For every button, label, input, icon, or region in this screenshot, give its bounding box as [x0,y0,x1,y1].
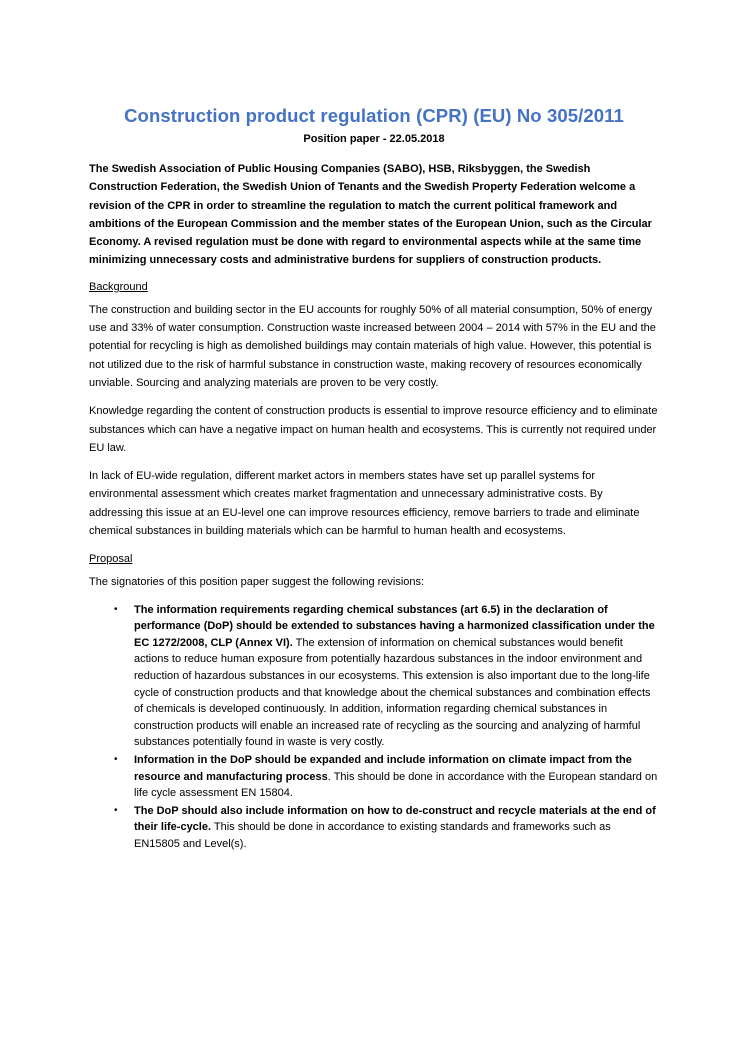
background-paragraph-3: In lack of EU-wide regulation, different market actors in members states have set up parallel systems for environmental assessment which creates market fragmentation and unnecessary administrative costs. By addressing this issue at an EU-level one can improve resources efficiency, remove barriers to trade and eliminate chemical substances in building materials which can be harmful to human health and ecosystems. [89,470,640,538]
revisions-list [89,602,659,853]
list-item [114,602,659,751]
list-item-text: . This should be done in accordance with the European standard on life cycle assessment EN 15804. [134,770,658,800]
list-item-bold: The DoP should also include information on how to de-construct and recycle materials at the end of their life-cycle. [134,804,656,834]
intro-paragraph: The Swedish Association of Public Housing Companies (SABO), HSB, Riksbyggen, the Swedish Construction Federation, the Swedish Union of Tenants and the Swedish Property Federation welcome a revision of the CPR in order to streamline the regulation to match the current political framework and ambitions of the European Commission and the member states of the European Union, such as the Circular Economy. A revised regulation must be done with regard to environmental aspects while at the same time minimizing unnecessary costs and administrative burdens for suppliers of construction products. [89,163,652,267]
proposal-lead: The signatories of this position paper suggest the following revisions: [89,576,425,589]
list-item-bold: The information requirements regarding chemical substances (art 6.5) in the declaration of performance (DoP) should be extended to substances having a harmonized classification under the EC 1272/2008, CLP (Annex VI). [134,603,655,649]
list-item [114,752,659,802]
document-title: Construction product regulation (CPR) (EU) No 305/2011 [124,105,624,126]
bullet-icon: • [114,753,118,765]
document-subtitle: Position paper - 22.05.2018 [303,133,445,145]
proposal-heading: Proposal [89,553,133,566]
background-paragraph-1: The construction and building sector in the EU accounts for roughly 50% of all material consumption, 50% of energy use and 33% of water consumption. Construction waste increased between 2004 – 2014 with 57% in the EU and the potential for recycling is high as demolished buildings may contain materials of high value. However, this potential is not utilized due to the risk of harmful substance in construction waste, making recovery of resources economically unviable. Sourcing and analyzing materials are proven to be very costly. [89,303,656,389]
document-page [89,104,659,854]
list-item-text: The extension of information on chemical substances would benefit actions to reduce human exposure from potentially hazardous substances in the indoor environment and reduction of hazardous substances in our ecosystems. This extension is also important due to the long-life cycle of construction products and that knowledge about the chemical substances and combination effects of chemicals is developed continuously. In addition, information regarding chemical substances in construction products will enable an increased rate of recycling as the sourcing and analyzing of harmful substances potentially found in waste is very costly. [134,636,651,749]
list-item [114,803,659,853]
bullet-icon: • [114,804,118,816]
list-item-bold: Information in the DoP should be expanded and include information on climate impact from the resource and manufacturing process [134,753,632,783]
background-heading: Background [89,280,148,293]
list-item-text: This should be done in accordance to existing standards and frameworks such as EN15805 and Level(s). [134,821,611,850]
background-paragraph-2: Knowledge regarding the content of construction products is essential to improve resource efficiency and to eliminate substances which can have a negative impact on human health and ecosystems. This is currently not required under EU law. [89,405,658,454]
bullet-icon: • [114,603,118,615]
